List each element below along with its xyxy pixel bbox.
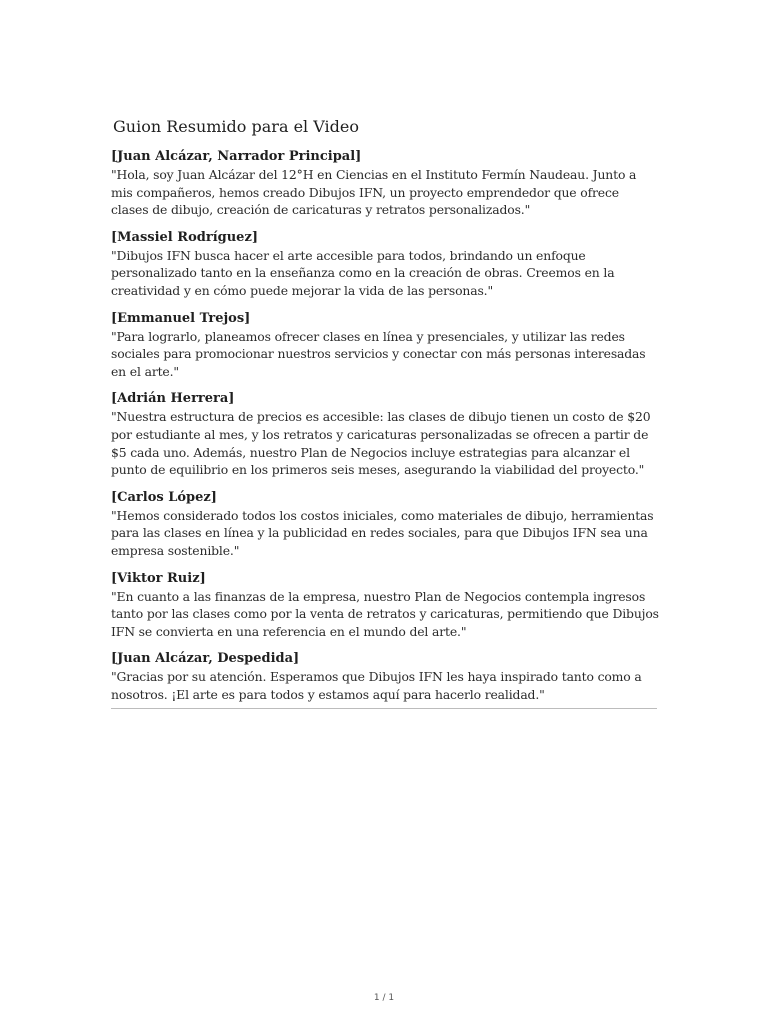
document-title: Guion Resumido para el Video bbox=[113, 117, 359, 136]
speaker-label: [Carlos López] bbox=[111, 489, 217, 505]
horizontal-divider bbox=[111, 708, 657, 709]
script-section bbox=[111, 650, 659, 703]
script-section bbox=[111, 229, 659, 300]
script-section bbox=[111, 489, 659, 560]
speaker-quote: "Hola, soy Juan Alcázar del 12°H en Ciencias en el Instituto Fermín Naudeau. Junto a mis compañeros, hemos creado Dibujos IFN, un proyecto emprendedor que ofrece clases de dibujo, creación de caricaturas y retratos personalizados." bbox=[111, 167, 637, 218]
speaker-quote: "Dibujos IFN busca hacer el arte accesible para todos, brindando un enfoque personalizado tanto en la enseñanza como en la creación de obras. Creemos en la creatividad y en cómo puede mejorar la vida de las personas." bbox=[111, 247, 615, 298]
script-section bbox=[111, 148, 659, 219]
document-page bbox=[111, 116, 659, 713]
speaker-quote: "Gracias por su atención. Esperamos que Dibujos IFN les haya inspirado tanto como a nosotros. ¡El arte es para todos y estamos aquí para hacerlo realidad." bbox=[111, 669, 642, 702]
script-section bbox=[111, 390, 659, 478]
script-section bbox=[111, 570, 659, 641]
speaker-quote: "Nuestra estructura de precios es accesible: las clases de dibujo tienen un costo de $20 por estudiante al mes, y los retratos y caricaturas personalizadas se ofrecen a partir de $5 cada uno. Además, nuestro Plan de Negocios incluye estrategias para alcanzar el punto de equilibrio en los primeros seis meses, asegurando la viabilidad del proyecto." bbox=[111, 409, 651, 478]
speaker-label: [Viktor Ruiz] bbox=[111, 570, 206, 586]
speaker-label: [Massiel Rodríguez] bbox=[111, 229, 258, 245]
speaker-quote: "En cuanto a las finanzas de la empresa, nuestro Plan de Negocios contempla ingresos tanto por las clases como por la venta de retratos y caricaturas, permitiendo que Dibujos IFN se convierta en una referencia en el mundo del arte." bbox=[111, 588, 659, 639]
speaker-label: [Juan Alcázar, Narrador Principal] bbox=[111, 149, 362, 164]
speaker-quote: "Hemos considerado todos los costos iniciales, como materiales de dibujo, herramientas para las clases en línea y la publicidad en redes sociales, para que Dibujos IFN sea una empresa sostenible." bbox=[111, 507, 654, 558]
page-indicator: 1 / 1 bbox=[373, 993, 395, 1003]
speaker-label: [Adrián Herrera] bbox=[111, 391, 235, 407]
speaker-label: [Emmanuel Trejos] bbox=[111, 310, 251, 326]
speaker-quote: "Para lograrlo, planeamos ofrecer clases en línea y presenciales, y utilizar las redes sociales para promocionar nuestros servicios y conectar con más personas interesadas en el arte." bbox=[111, 328, 646, 379]
speaker-label: [Juan Alcázar, Despedida] bbox=[111, 651, 300, 667]
script-section bbox=[111, 310, 659, 381]
